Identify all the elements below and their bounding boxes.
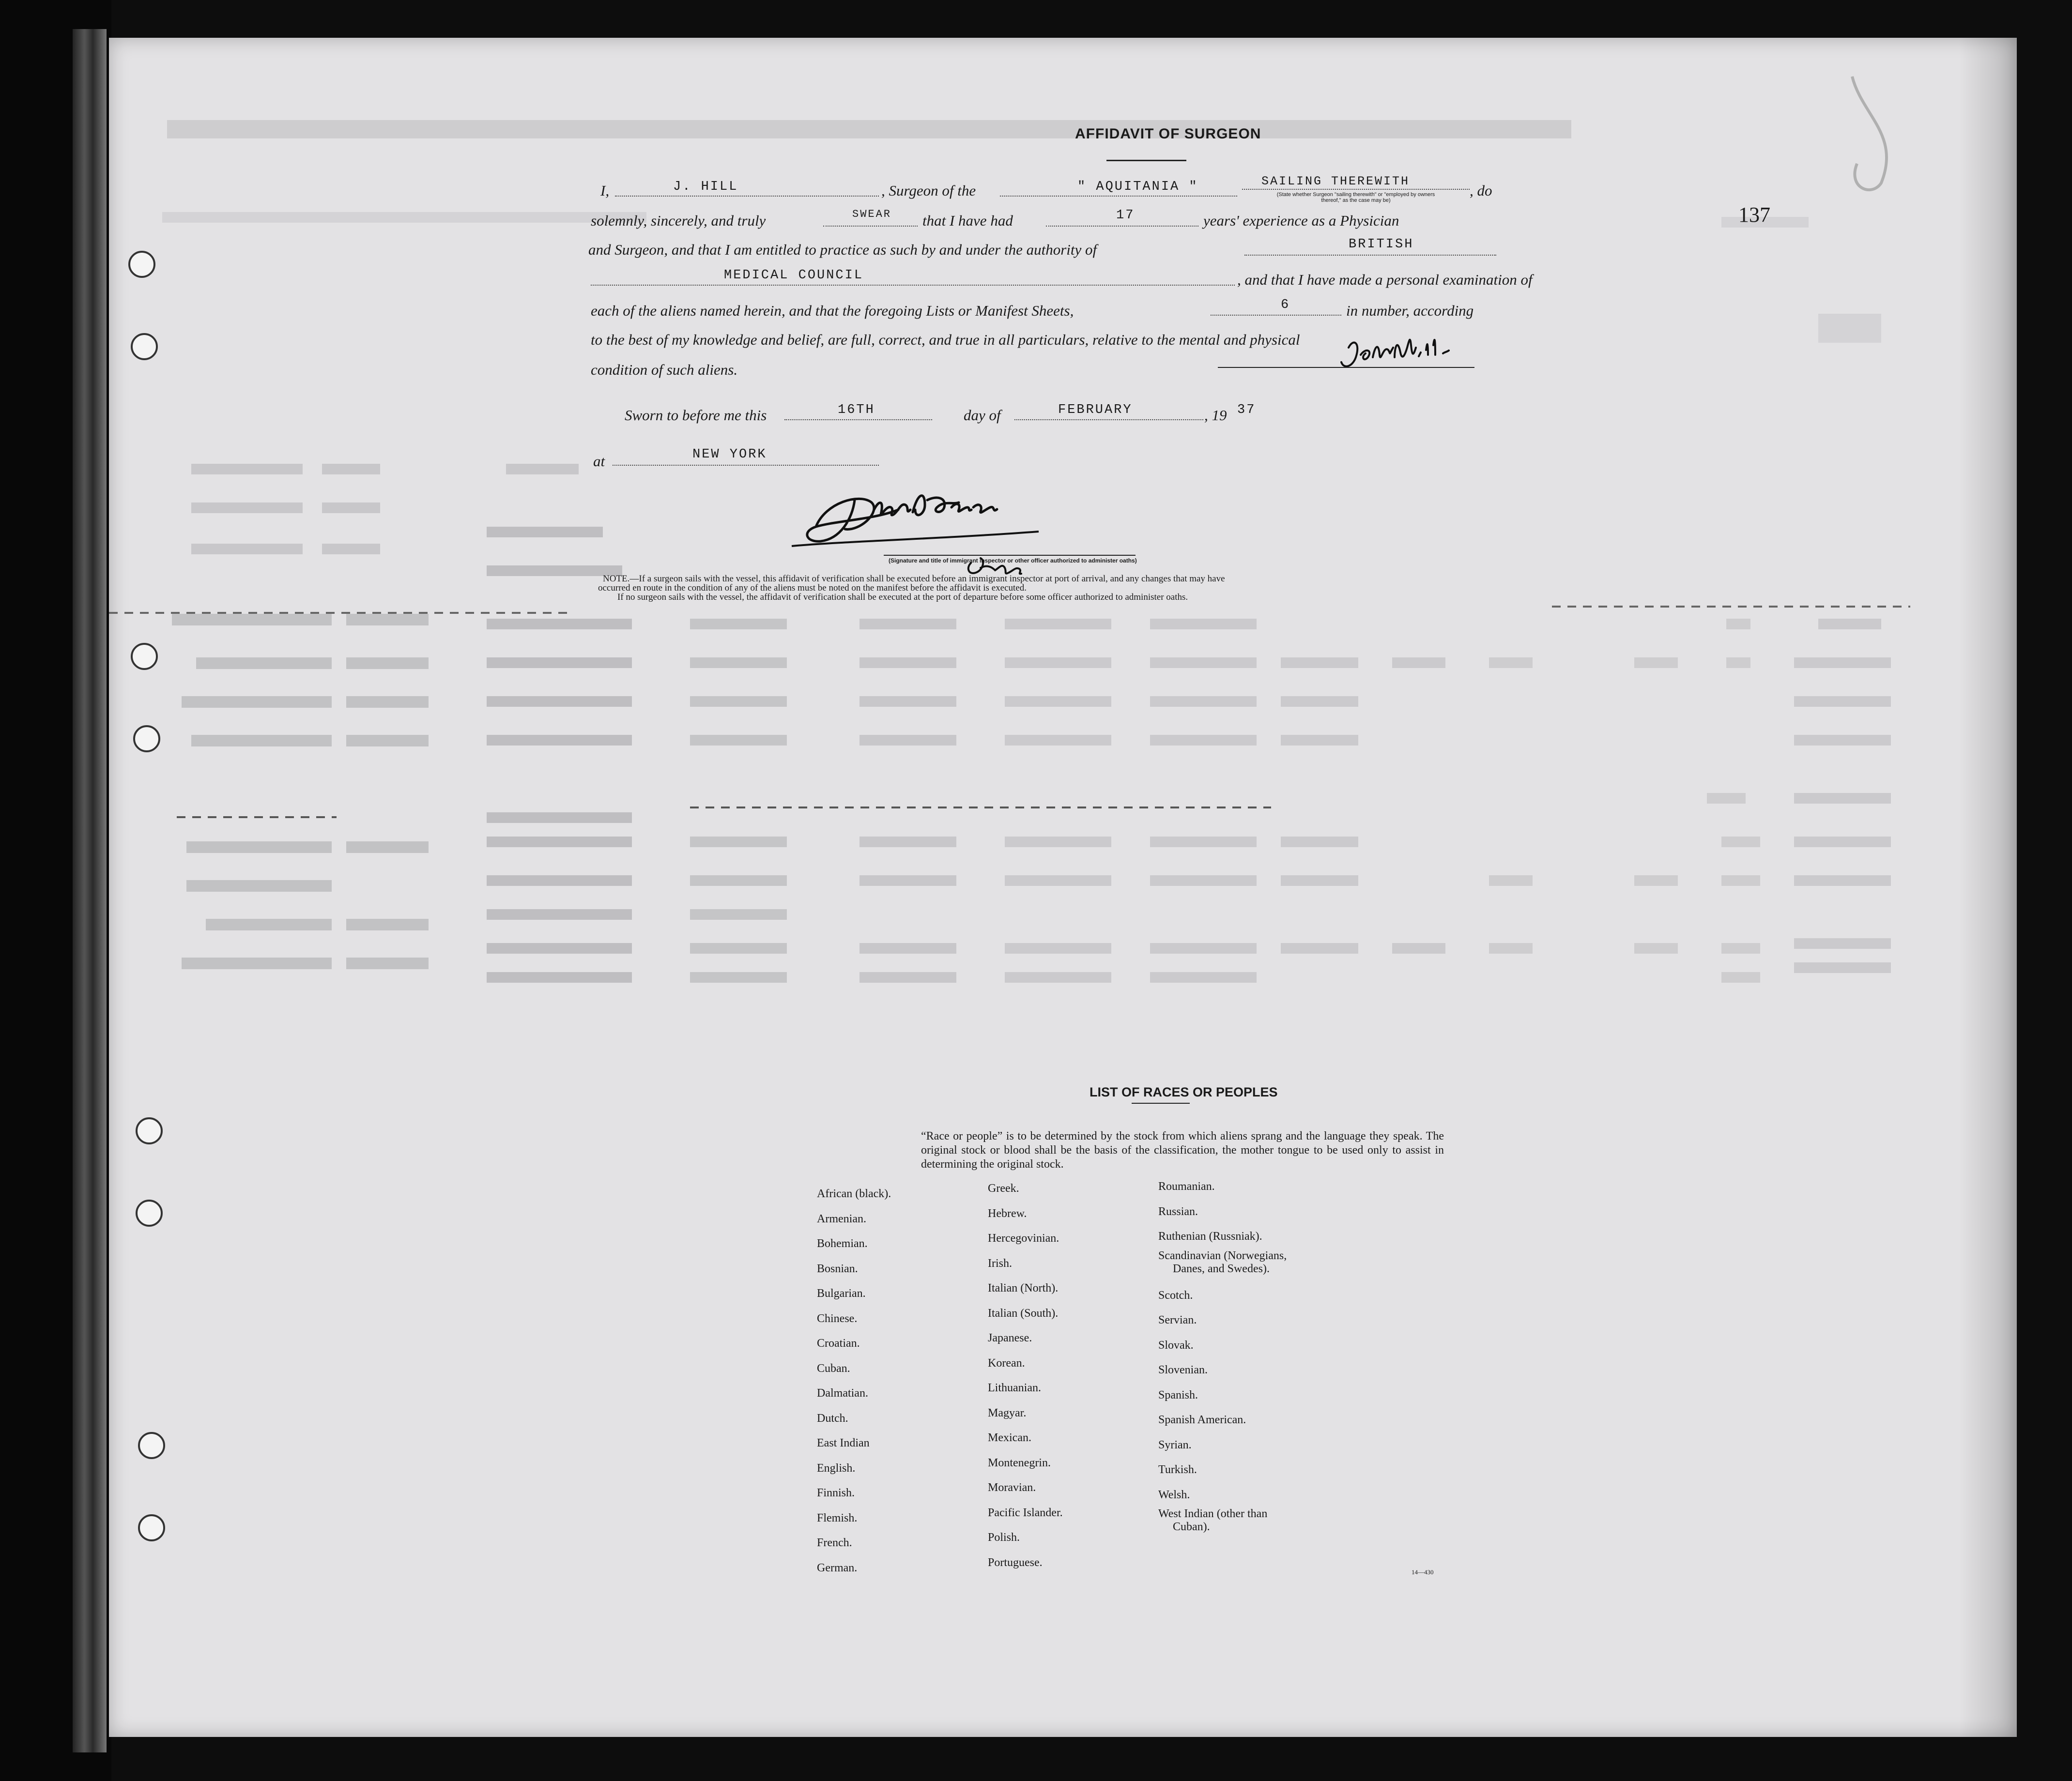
inspector-signature-line [884,555,1136,556]
fill-line [591,285,1235,286]
form-code: 14—430 [1412,1568,1434,1576]
race-item: Scotch. [1158,1289,1193,1302]
page-number: 137 [1738,203,1770,227]
race-item: Japanese. [988,1332,1032,1344]
race-item: German. [817,1561,858,1574]
authority-line1: BRITISH [1349,237,1414,252]
oath-word: SWEAR [852,208,892,220]
affidavit-line1-start: I, [600,182,610,199]
ship-name: " AQUITANIA " [1077,180,1198,194]
affidavit-line2-mid: that I have had [922,212,1013,229]
bleed-through-marks [109,38,2017,1737]
sailing-hint: (State whether Surgeon "sailing therewith" or "employed by owners thereof," as the case may be) [1276,192,1435,203]
sworn-year-prefix: , 19 [1204,407,1227,424]
surgeon-name: J. HILL [673,180,738,194]
affidavit-line1-mid: , Surgeon of the [881,182,976,199]
race-item: Italian (North). [988,1282,1059,1294]
race-item: West Indian (other than [1158,1507,1268,1520]
race-item: Cuban). [1173,1521,1210,1533]
sworn-place: NEW YORK [692,447,767,462]
note-line3: If no surgeon sails with the vessel, the affidavit of verification shall be executed at the port of departure before some officer authorized to administer oaths. [617,592,1188,602]
sworn-line-mid: day of [964,407,1001,424]
signature-caption: (Signature and title of immigrant inspector or other officer authorized to administer oaths) [889,557,1137,564]
affidavit-line4: , and that I have made a personal examination of [1237,271,1533,288]
race-item: Montenegrin. [988,1456,1051,1469]
race-item: Servian. [1158,1314,1197,1326]
race-item: Italian (South). [988,1307,1059,1320]
binder-spine [73,29,107,1752]
sworn-line-start: Sworn to before me this [625,407,767,424]
race-item: Welsh. [1158,1488,1190,1501]
race-item: African (black). [817,1187,891,1200]
race-item: Finnish. [817,1487,855,1499]
race-item: Armenian. [817,1212,866,1225]
race-item: Syrian. [1158,1438,1192,1451]
race-item: Flemish. [817,1511,858,1524]
race-item: Moravian. [988,1481,1036,1494]
affidavit-line2-end: years' experience as a Physician [1203,212,1399,229]
manifest-page [109,38,2017,1737]
races-column-3 [1158,1174,1287,1534]
race-item: Danes, and Swedes). [1173,1262,1270,1275]
fill-line [1242,189,1470,190]
affidavit-line7: condition of such aliens. [591,361,738,378]
fill-line [1014,419,1203,420]
signature-line [1218,367,1474,368]
note-line2: occurred en route in the condition of any of the aliens must be noted on the manifest before the affidavit is executed. [598,583,1027,593]
sworn-year: 37 [1237,403,1256,417]
race-item: Roumanian. [1158,1180,1215,1193]
fill-line [613,465,879,466]
race-item: Bohemian. [817,1237,868,1250]
race-item: Bosnian. [817,1262,858,1275]
races-column-1 [817,1182,891,1581]
race-item: Spanish. [1158,1388,1198,1401]
authority-line2: MEDICAL COUNCIL [724,268,864,283]
fill-line [823,226,918,227]
race-item: Lithuanian. [988,1382,1041,1394]
title-rule [1106,160,1186,161]
race-item: Dutch. [817,1412,848,1425]
race-item: Cuban. [817,1362,850,1375]
affidavit-line2-start: solemnly, sincerely, and truly [591,212,766,229]
race-item: French. [817,1537,852,1549]
race-item: Pacific Islander. [988,1506,1063,1519]
races-intro: “Race or people” is to be determined by the stock from which aliens sprang and the language they speak. The original stock or blood shall be the basis of the classification, the mother tongue to be used only to assist in determining the original stock. [921,1130,1444,1171]
race-item: Turkish. [1158,1463,1197,1476]
fill-line [615,196,879,197]
fill-line [1000,196,1237,197]
affidavit-line1-end: , do [1470,182,1492,199]
races-title-rule [1132,1103,1190,1104]
surgeon-signature [1334,328,1479,377]
sworn-month: FEBRUARY [1058,403,1133,417]
years-experience: 17 [1116,208,1135,223]
race-item: Magyar. [988,1406,1027,1419]
race-item: Slovak. [1158,1339,1194,1352]
race-item: Hebrew. [988,1207,1027,1220]
affidavit-line3: and Surgeon, and that I am entitled to practice as such by and under the authority of [588,241,1097,258]
fill-line [784,419,932,420]
race-item: Chinese. [817,1312,858,1325]
races-title: LIST OF RACES OR PEOPLES [1090,1085,1278,1099]
sworn-at: at [593,453,605,470]
races-column-2 [988,1176,1063,1575]
race-item: Russian. [1158,1205,1198,1218]
race-item: Irish. [988,1257,1012,1270]
race-item: English. [817,1461,856,1475]
race-item: Ruthenian (Russniak). [1158,1230,1262,1243]
race-item: Dalmatian. [817,1387,868,1400]
race-item: Bulgarian. [817,1287,866,1300]
race-item: Portuguese. [988,1556,1043,1569]
fill-line [1046,226,1198,227]
race-item: Korean. [988,1356,1025,1370]
affidavit-line6: to the best of my knowledge and belief, are full, correct, and true in all particulars, relative to the mental and physical [591,331,1300,348]
note-line1: NOTE.—If a surgeon sails with the vessel, this affidavit of verification shall be executed before an immigrant inspector at port of arrival, and any changes that may have [603,574,1225,584]
race-item: East Indian [817,1437,870,1449]
sheet-count: 6 [1281,298,1290,312]
race-item: Greek. [988,1182,1019,1195]
sworn-day: 16TH [838,403,875,417]
fill-line [1211,315,1341,316]
race-item: Polish. [988,1531,1020,1544]
race-item: Slovenian. [1158,1364,1208,1376]
affidavit-line5-end: in number, according [1346,302,1474,319]
race-item: Spanish American. [1158,1414,1246,1426]
race-item: Scandinavian (Norwegians, [1158,1249,1287,1262]
race-item: Mexican. [988,1431,1031,1444]
affidavit-line5-start: each of the aliens named herein, and that the foregoing Lists or Manifest Sheets, [591,302,1074,319]
race-item: Hercegovinian. [988,1232,1059,1245]
fill-line [1244,255,1496,256]
race-item: Croatian. [817,1337,860,1350]
sailing-status: SAILING THEREWITH [1261,174,1410,188]
affidavit-title: AFFIDAVIT OF SURGEON [1075,126,1261,142]
